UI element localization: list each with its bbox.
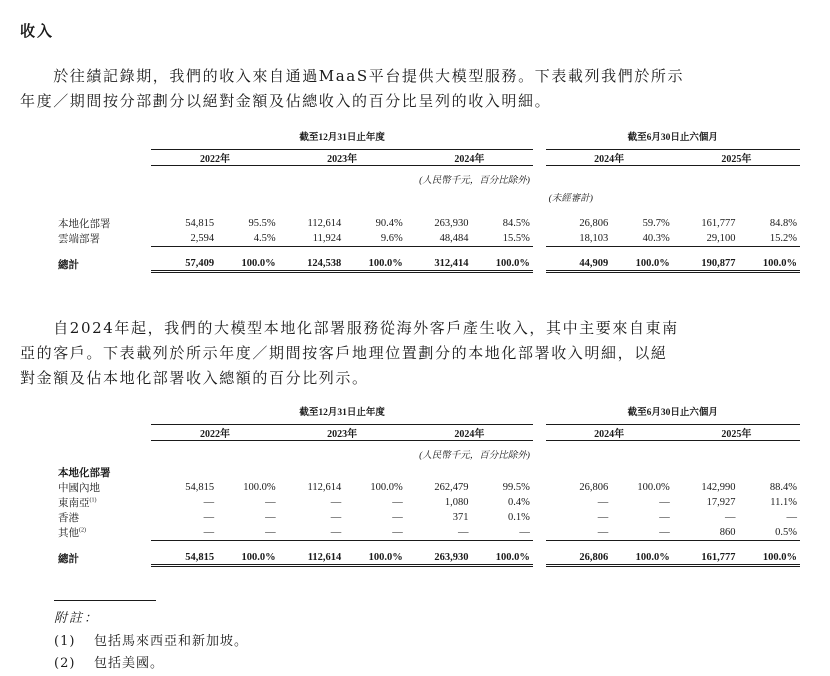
footnote-title: 附註： [54,611,100,626]
percent-cell: 100.0% [370,482,403,493]
amount-cell: 312,414 [406,257,472,272]
amount-cell: 142,990 [701,482,736,493]
footnote-marker: (1) [89,497,97,504]
amount-cell: 161,777 [673,551,739,566]
percent-cell: — [217,525,278,540]
percent-cell: 100.0% [471,257,532,272]
row-label: 雲端部署 [58,234,100,245]
percent-cell: 100.0% [243,482,276,493]
footnote-divider [54,600,156,601]
percent-cell: — [659,512,670,523]
amount-cell: — [279,525,345,540]
fiscal-year-group-header: 截至12月31日止年度 [299,408,385,418]
year-header: 2023年 [279,425,406,441]
table-row [54,216,800,231]
amount-cell: 26,806 [546,551,612,566]
percent-cell: 100.0% [637,482,670,493]
amount-cell: 124,538 [279,257,345,272]
row-label-text: 其他 [58,528,79,539]
amount-cell: — [406,525,472,540]
row-label: 中國內地 [58,483,100,494]
geography-paragraph [20,316,800,391]
amount-cell: 190,877 [673,257,739,272]
amount-cell: 26,806 [579,482,609,493]
percent-cell: 9.6% [344,231,405,246]
table-row [54,510,800,525]
amount-cell: 11,924 [279,231,345,246]
revenue-by-segment-table [54,129,800,273]
amount-cell: — [330,497,342,508]
row-label: 香港 [58,513,79,524]
percent-cell: 84.5% [502,218,530,229]
amount-cell: — [597,497,609,508]
amount-cell: — [330,512,342,523]
amount-cell: — [546,525,612,540]
row-label-text: 東南亞 [58,498,90,509]
local-deployment-by-region-table [54,404,800,567]
percent-cell: 84.8% [769,218,797,229]
paragraph-line: 自2024年起，我們的大模型本地化部署服務從海外客戶產生收入，其中主要來自東南 [20,319,679,337]
amount-cell: 54,815 [151,551,217,566]
year-header: 2025年 [673,150,800,166]
percent-cell: 100.0% [217,257,278,272]
year-header: 2024年 [406,425,533,441]
percent-cell: — [659,497,670,508]
intro-paragraph [20,64,800,114]
footnote-item [54,652,164,671]
amount-cell: — [597,512,609,523]
percent-cell: 95.5% [248,218,276,229]
percent-cell: — [392,512,403,523]
amount-cell: 54,815 [185,218,215,229]
year-header: 2022年 [151,425,278,441]
percent-cell: — [471,525,532,540]
percent-cell: 100.0% [738,551,800,566]
percent-cell: 100.0% [471,551,532,566]
percent-cell: 100.0% [738,257,800,272]
paragraph-line: 對金額及佔本地化部署收入總額的百分比列示。 [20,369,369,387]
amount-cell: 29,100 [673,231,739,246]
unit-note: (人民幣千元，百分比除外) [419,451,530,461]
footnote-text: 包括馬來西亞和新加坡。 [94,634,249,649]
amount-cell: 26,806 [579,218,609,229]
percent-cell: 0.4% [508,497,530,508]
total-row [54,257,800,272]
percent-cell: — [611,525,672,540]
amount-cell: 18,103 [546,231,612,246]
amount-cell: — [151,525,217,540]
amount-cell: 17,927 [706,497,736,508]
table-row [54,525,800,540]
row-label: 本地化部署 [58,219,111,230]
unaudited-note: (未經審計) [548,194,593,204]
percent-cell: 0.5% [738,525,800,540]
half-year-group-header: 截至6月30日止六個月 [627,133,718,143]
table-row [54,480,800,495]
table-row [54,495,800,510]
percent-cell: 90.4% [375,218,403,229]
section-heading: 收入 [20,22,55,40]
percent-cell: — [265,497,276,508]
amount-cell: 112,614 [307,482,342,493]
half-year-group-header: 截至6月30日止六個月 [627,408,718,418]
unit-note: (人民幣千元，百分比除外) [419,176,530,186]
percent-cell: 99.5% [502,482,530,493]
row-label [54,525,151,540]
row-label [54,495,151,510]
footnote-text: 包括美國。 [94,656,165,671]
amount-cell: 112,614 [307,218,342,229]
percent-cell: 100.0% [344,257,405,272]
year-header: 2025年 [673,425,800,441]
year-header: 2022年 [151,150,278,166]
paragraph-line: 於往績記錄期，我們的收入來自通過MaaS平台提供大模型服務。下表載列我們於所示 [20,67,685,85]
amount-cell: 860 [673,525,739,540]
percent-cell: 100.0% [217,551,278,566]
percent-cell: 0.1% [508,512,530,523]
amount-cell: 161,777 [701,218,736,229]
amount-cell: 263,930 [406,551,472,566]
footnote-item [54,630,248,649]
paragraph-line: 亞的客戶。下表載列於所示年度／期間按客戶地理位置劃分的本地化部署收入明細，以絕 [20,344,668,362]
percent-cell: 4.5% [217,231,278,246]
amount-cell: 48,484 [406,231,472,246]
footnote-mark: (2) [54,656,76,671]
amount-cell: 57,409 [151,257,217,272]
percent-cell: 59.7% [642,218,670,229]
percent-cell: — [392,497,403,508]
percent-cell: 11.1% [770,497,797,508]
amount-cell: — [724,512,736,523]
total-label: 總計 [58,553,79,565]
year-header: 2024年 [546,150,673,166]
percent-cell: 15.5% [471,231,532,246]
paragraph-line: 年度／期間按分部劃分以絕對金額及佔總收入的百分比呈列的收入明細。 [20,92,552,110]
amount-cell: 263,930 [434,218,469,229]
percent-cell: 88.4% [769,482,797,493]
percent-cell: 100.0% [611,257,672,272]
year-header: 2024年 [546,425,673,441]
percent-cell: 100.0% [611,551,672,566]
section-label: 本地化部署 [58,468,111,479]
fiscal-year-group-header: 截至12月31日止年度 [299,133,385,143]
percent-cell: 40.3% [611,231,672,246]
percent-cell: — [786,512,797,523]
amount-cell: 2,594 [151,231,217,246]
percent-cell: — [265,512,276,523]
amount-cell: 112,614 [279,551,345,566]
amount-cell: 1,080 [444,497,469,508]
total-label: 總計 [58,259,79,271]
year-header: 2023年 [279,150,406,166]
amount-cell: 44,909 [546,257,612,272]
amount-cell: 371 [452,512,469,523]
amount-cell: — [203,497,215,508]
total-row [54,551,800,566]
percent-cell: — [344,525,405,540]
amount-cell: — [203,512,215,523]
percent-cell: 15.2% [738,231,800,246]
table-row [54,231,800,246]
footnote-mark: (1) [54,634,76,649]
year-header: 2024年 [406,150,533,166]
amount-cell: 262,479 [434,482,469,493]
percent-cell: 100.0% [344,551,405,566]
amount-cell: 54,815 [185,482,215,493]
footnote-marker: (2) [79,527,86,534]
